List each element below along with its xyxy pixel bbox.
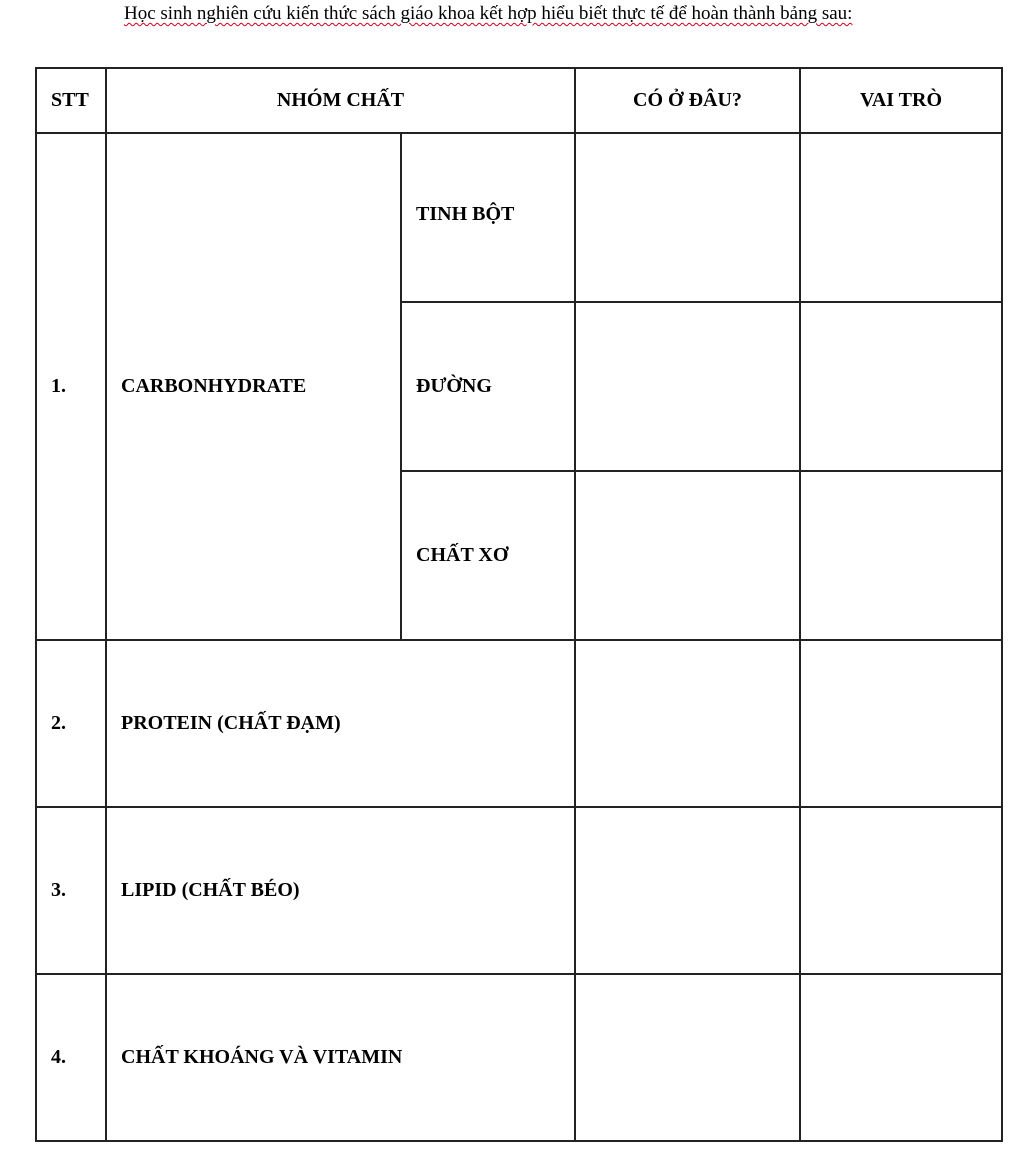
instruction-line: Học sinh nghiên cứu kiến thức sách giáo khoa kết hợp hiểu biết thực tế để hoàn thành bảng sau: xyxy=(124,3,853,24)
group-name: CARBONHYDRATE xyxy=(106,133,401,640)
role-cell[interactable] xyxy=(800,974,1002,1141)
group-name: PROTEIN (CHẤT ĐẠM) xyxy=(106,640,575,807)
header-stt: STT xyxy=(36,68,106,133)
table-row xyxy=(36,807,1002,974)
table-row xyxy=(36,133,1002,302)
row-number: 2. xyxy=(36,640,106,807)
table-row xyxy=(36,640,1002,807)
instruction-text xyxy=(124,2,984,25)
subgroup-name: TINH BỘT xyxy=(401,133,575,302)
where-cell[interactable] xyxy=(575,807,800,974)
header-group: NHÓM CHẤT xyxy=(106,68,575,133)
role-cell[interactable] xyxy=(800,302,1002,471)
subgroup-name: CHẤT XƠ xyxy=(401,471,575,640)
where-cell[interactable] xyxy=(575,640,800,807)
role-cell[interactable] xyxy=(800,471,1002,640)
where-cell[interactable] xyxy=(575,133,800,302)
row-number: 3. xyxy=(36,807,106,974)
group-name: LIPID (CHẤT BÉO) xyxy=(106,807,575,974)
table-row xyxy=(36,974,1002,1141)
where-cell[interactable] xyxy=(575,974,800,1141)
row-number: 1. xyxy=(36,133,106,640)
nutrient-table xyxy=(35,67,1003,1142)
header-where: CÓ Ở ĐÂU? xyxy=(575,68,800,133)
where-cell[interactable] xyxy=(575,471,800,640)
subgroup-name: ĐƯỜNG xyxy=(401,302,575,471)
group-name: CHẤT KHOÁNG VÀ VITAMIN xyxy=(106,974,575,1141)
header-role: VAI TRÒ xyxy=(800,68,1002,133)
row-number: 4. xyxy=(36,974,106,1141)
role-cell[interactable] xyxy=(800,807,1002,974)
role-cell[interactable] xyxy=(800,640,1002,807)
where-cell[interactable] xyxy=(575,302,800,471)
header-row xyxy=(36,68,1002,133)
role-cell[interactable] xyxy=(800,133,1002,302)
